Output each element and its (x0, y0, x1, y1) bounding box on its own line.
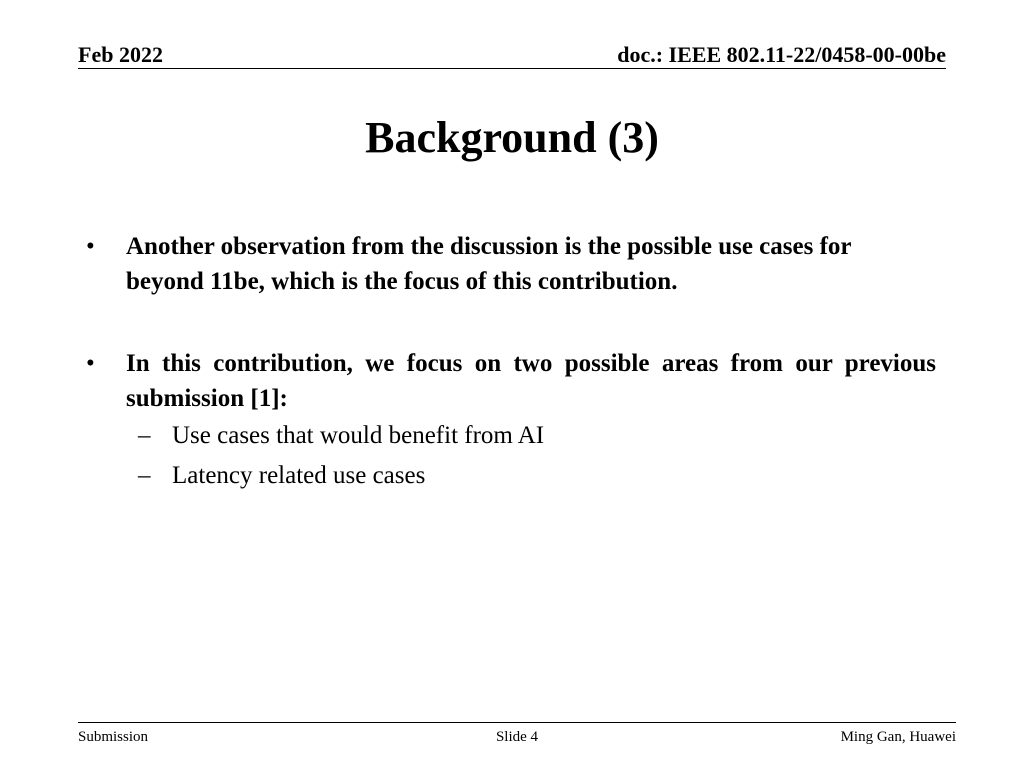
sub-bullet-marker: – (138, 422, 151, 449)
bullet-text: Another observation from the discussion is the possible use cases for beyond 11be, which is the focus of this contribution. (126, 233, 852, 295)
footer-submission: Submission (78, 729, 149, 745)
slide-header (78, 42, 946, 69)
header-doc-id: doc.: IEEE 802.11-22/0458-00-00be (617, 42, 946, 67)
sub-bullet-text: Latency related use cases (172, 462, 426, 489)
slide-footer (78, 722, 956, 753)
header-date: Feb 2022 (78, 42, 163, 67)
bullet-text: In this contribution, we focus on two possible areas from our previous submission [1]: (126, 350, 936, 412)
bullet-marker: • (86, 350, 95, 377)
footer-slide-number: Slide 4 (495, 729, 539, 745)
sub-bullet-item (80, 416, 940, 456)
slide-title: Background (3) (365, 113, 659, 162)
bullet-item (80, 346, 936, 416)
sub-bullet-marker: – (138, 462, 151, 489)
sub-bullet-item (80, 456, 940, 496)
bullet-item (80, 229, 916, 299)
footer-author: Ming Gan, Huawei (840, 729, 956, 745)
sub-bullet-text: Use cases that would benefit from AI (172, 422, 545, 449)
slide-body (80, 229, 940, 496)
bullet-marker: • (86, 233, 95, 260)
